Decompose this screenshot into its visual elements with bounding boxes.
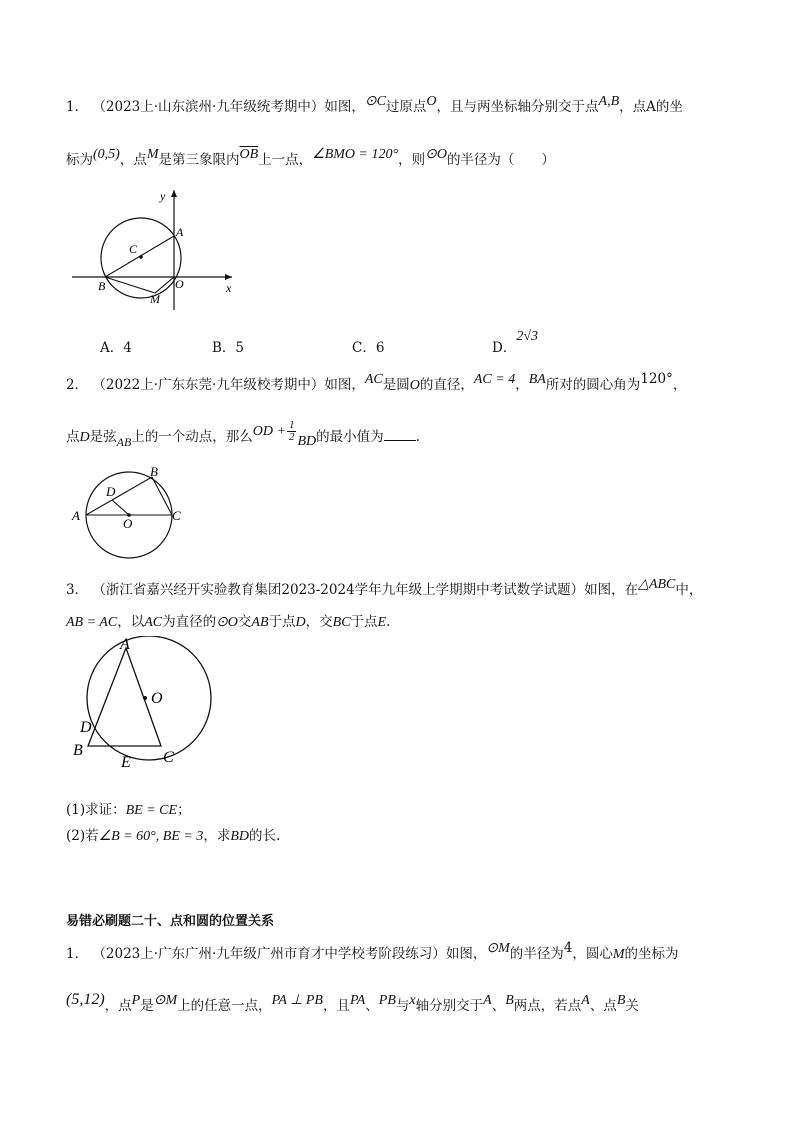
q3-text: 于点 (350, 614, 378, 630)
q4-text: 与 (395, 998, 410, 1014)
q3-triangle: △ABC (638, 577, 676, 592)
section-title: 易错必刷题二十、点和圆的位置关系 (66, 914, 275, 929)
q4-m: M (612, 947, 625, 962)
q1-points-ab: A,B (598, 94, 620, 109)
q3-text: ，交 (305, 614, 333, 630)
q2-label-d: D (106, 484, 116, 499)
q1-angle: ∠BMO = 120° (312, 147, 399, 162)
q3-text: ； (177, 802, 191, 818)
q2-label-b: B (150, 464, 158, 479)
q3-e: E (377, 615, 387, 630)
q4-text: 两点，若点 (513, 998, 582, 1014)
q4-text: 、 (491, 998, 506, 1014)
q3-center-dot (143, 696, 147, 700)
q4-b: B (505, 993, 514, 1008)
q1-coordinate: (0,5) (93, 147, 120, 162)
q1-option-d-label: D． (492, 340, 517, 356)
q1-circle-c: ⊙C (364, 94, 386, 109)
q2-frac-den: 2 (288, 431, 295, 443)
q4-x: x (409, 993, 416, 1008)
q2-segment-od (112, 500, 129, 515)
q3-label-d: D (80, 719, 92, 736)
q1-point-m: M (146, 147, 159, 162)
q2-od: OD + (252, 424, 286, 439)
q3-label-b: B (73, 742, 83, 759)
q1-point-o: O (426, 94, 437, 109)
q3-source: （浙江省嘉兴经开实验教育集团2023-2024学年九年级上学期期中考试数学试题） (92, 582, 585, 598)
q4-radius: 4 (563, 940, 573, 956)
q3-d: D (295, 615, 306, 630)
q3-text: 为直径的 (162, 614, 217, 630)
q4-p: P (131, 993, 141, 1008)
q1-option-c: C．6 (352, 340, 385, 356)
q1-y-arrow-icon (171, 190, 177, 197)
q4-source: （2023上·广东广州·九年级广州市育才中学校考阶段练习） (92, 946, 446, 962)
q1-text: 过原点 (385, 99, 427, 115)
q4-line1 (66, 940, 679, 965)
q4-text: 的半径为 (509, 946, 564, 962)
q1-text: 上一点， (258, 152, 313, 168)
q2-number: 2． (66, 377, 89, 393)
q3-label-o: O (151, 690, 163, 707)
q4-text: 、点 (589, 998, 617, 1014)
q3-label-c: C (163, 749, 174, 766)
q2-answer-blank[interactable] (384, 428, 416, 441)
q2-label-o: O (123, 516, 133, 531)
q3-bd: BD (230, 829, 249, 844)
q1-label-b: B (98, 279, 106, 293)
q1-label-c: C (129, 242, 138, 256)
q1-text: 是第三象限内 (158, 152, 240, 168)
q3-figure (66, 636, 236, 772)
q4-text: 关 (625, 998, 639, 1014)
q4-b2: B (616, 993, 626, 1008)
q1-option-a: A．4 (100, 340, 132, 356)
q2-frac-num: 1 (288, 419, 295, 431)
q4-text: 上的任意一点， (177, 998, 272, 1014)
q2-text: ， (515, 377, 529, 393)
q3-part1-label: (1)求证： (66, 802, 126, 818)
q1-label-o: O (175, 277, 184, 291)
q4-pb: PB (378, 993, 396, 1008)
q1-text: 如图， (324, 99, 365, 115)
q2-line2 (66, 419, 420, 449)
q2-text: 所对的圆心角为 (545, 377, 641, 393)
q3-line2 (66, 612, 390, 633)
q3-text: ，以 (117, 614, 145, 630)
q2-text: 点 (66, 429, 80, 445)
q2-text: 是圆 (382, 377, 410, 393)
q3-ab: AB (251, 615, 269, 630)
q1-number: 1． (66, 99, 89, 115)
q3-text: ，求 (203, 828, 231, 844)
q3-part1-formula: BE = CE (125, 803, 178, 818)
q4-a2: A (581, 993, 590, 1008)
q3-text: 交 (237, 614, 252, 630)
q2-fraction (287, 420, 297, 443)
q4-text: ，且 (322, 998, 350, 1014)
q1-line2 (66, 147, 555, 171)
q4-text: 如图， (445, 946, 487, 962)
q3-text: 如图，在 (584, 582, 639, 598)
q1-figure (60, 180, 260, 320)
q2-text: 的直径， (419, 377, 474, 393)
q1-text: ，点 (119, 152, 147, 168)
q4-text: 轴分别交于 (415, 998, 484, 1014)
q4-coordinate: (5,12) (66, 991, 105, 1008)
q2-ac-eq: AC = 4 (473, 372, 516, 387)
q2-line1 (66, 371, 687, 396)
q1-circle-o: ⊙O (425, 147, 447, 162)
q1-text: ，且与两坐标轴分别交于点 (436, 99, 599, 115)
q3-text: 中， (675, 582, 703, 598)
q4-text: ，圆心 (572, 946, 613, 962)
q2-d: D (79, 430, 90, 445)
q2-text: 是弦 (89, 429, 117, 445)
q3-text: 于点 (268, 614, 296, 630)
q2-text: 的最小值为 (316, 429, 384, 445)
q3-number: 3． (66, 582, 89, 598)
q1-label-y: y (160, 189, 166, 203)
q2-o: O (409, 378, 420, 393)
q1-source: （2023上·山东滨州·九年级统考期中） (92, 99, 325, 115)
q2-text: 如图， (324, 377, 365, 393)
q3-ac: AC (144, 615, 163, 630)
q2-ab: AB (116, 435, 132, 449)
q2-source: （2022上·广东东莞·九年级校考期中） (92, 377, 325, 393)
q1-center-dot (139, 255, 143, 259)
q1-text: ，点A的坐 (619, 99, 683, 115)
q1-line1 (66, 94, 683, 118)
q2-figure (66, 460, 196, 560)
q1-text: ，则 (398, 152, 426, 168)
q2-degree: 120° (640, 371, 673, 387)
q2-ba: BA (528, 372, 546, 387)
q2-chord-bc (152, 477, 172, 515)
q2-text: ， (672, 377, 687, 393)
q3-text: 的长. (249, 828, 281, 844)
q2-chord-ab (86, 477, 152, 515)
q1-text: 标为 (66, 152, 93, 168)
q3-part2-formula: ∠B = 60°, BE = 3 (98, 829, 204, 844)
q1-x-arrow-icon (225, 274, 232, 280)
q3-label-a: A (120, 636, 130, 653)
q2-label-a: A (72, 508, 80, 523)
q3-part1 (66, 800, 191, 821)
q2-text: . (415, 429, 420, 445)
q3-bc: BC (332, 615, 351, 630)
q4-pa: PA (349, 993, 366, 1008)
q4-text: 、 (365, 998, 379, 1014)
q3-circle (87, 636, 211, 760)
q1-option-d (492, 329, 539, 357)
q2-label-c: C (172, 508, 181, 523)
q3-part2-label: (2)若 (66, 828, 99, 844)
q3-line1 (66, 577, 703, 601)
q4-circle-m: ⊙M (486, 941, 510, 956)
q1-text: 的半径为（ ） (446, 152, 555, 168)
q1-label-m: M (150, 292, 160, 306)
q4-number: 1． (66, 946, 89, 962)
q1-label-x: x (226, 281, 232, 295)
q4-text: 的坐标为 (624, 946, 679, 962)
q1-arc-ob: $\overline{OB}$ (239, 147, 259, 162)
q4-a: A (483, 993, 492, 1008)
q4-perp: PA ⊥ PB (271, 993, 323, 1008)
q1-option-b: B．5 (212, 340, 245, 356)
q4-text: ，点 (104, 998, 132, 1014)
q2-bd: BD (297, 434, 317, 449)
q1-label-a: A (176, 225, 184, 239)
q3-part2 (66, 826, 280, 847)
q1-option-d-value: 2√3 (516, 329, 539, 344)
q4-text: 是 (140, 998, 154, 1014)
q2-text: 上的一个动点，那么 (131, 429, 253, 445)
q3-label-e: E (121, 754, 131, 771)
q2-ac: AC (364, 372, 383, 387)
q4-circle-m2: ⊙M (153, 993, 178, 1008)
q3-text: . (386, 614, 391, 630)
q3-ab-eq-ac: AB = AC (66, 615, 118, 630)
q4-line2 (66, 991, 639, 1017)
q3-circle-o: ⊙O (216, 615, 238, 630)
